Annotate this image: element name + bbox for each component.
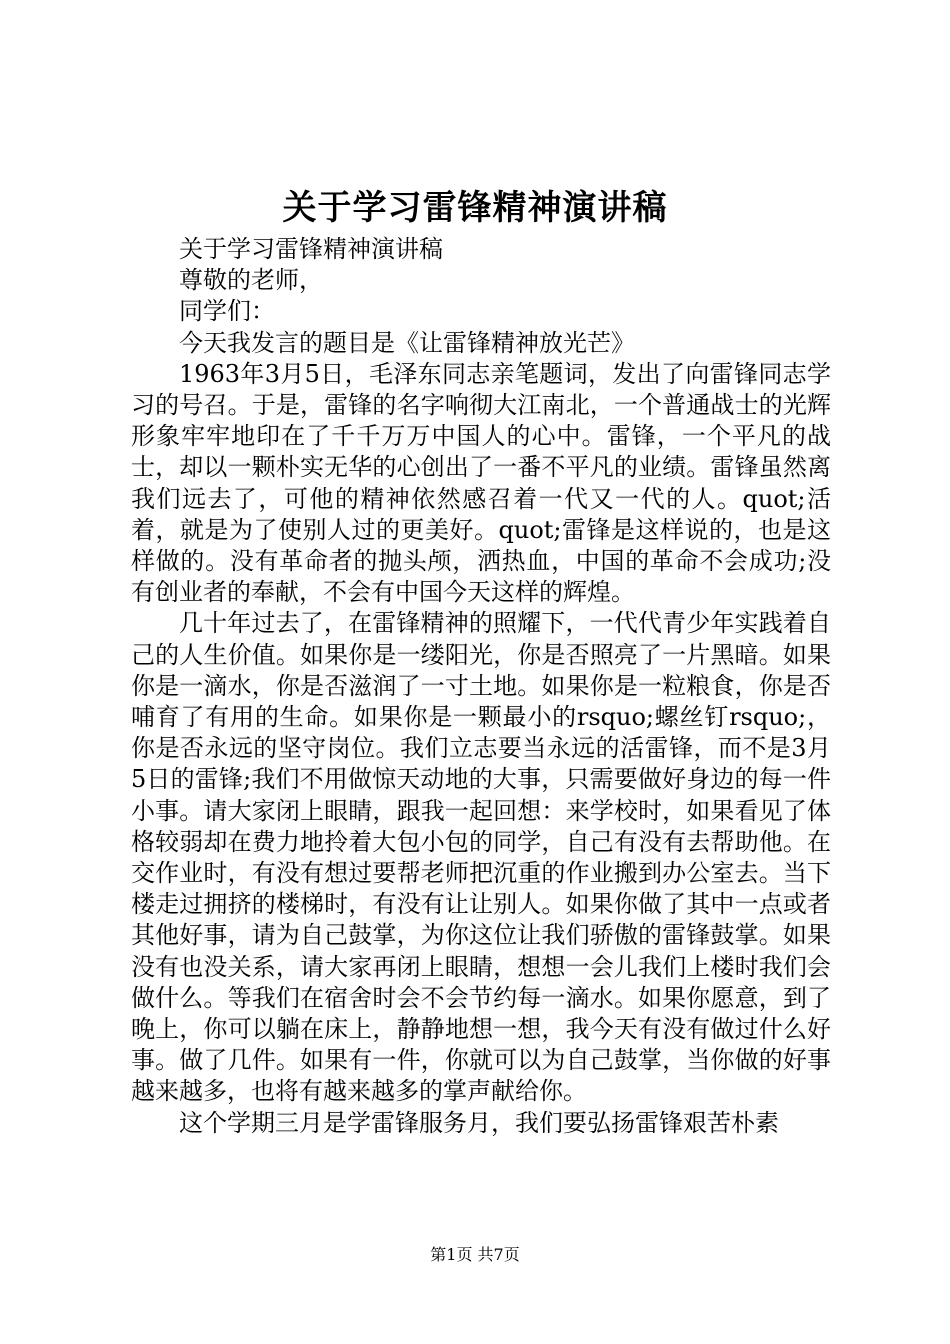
paragraph-history: 1963年3月5日，毛泽东同志亲笔题词，发出了向雷锋同志学习的号召。于是，雷锋的名字响彻大江南北，一个普通战士的光辉形象牢牢地印在了千千万万中国人的心中。雷锋，一个平凡的战士，却以一颗朴实无华的心创出了一番不平凡的业绩。雷锋虽然离我们远去了，可他的精神依然感召着一代又一代的人。quot;活着，就是为了使别人过的更美好。quot;雷锋是这样说的，也是这样做的。没有革命者的抛头颅，洒热血，中国的革命不会成功;没有创业者的奉献，不会有中国今天这样的辉煌。 xyxy=(131,359,831,607)
paragraph-reflection: 几十年过去了，在雷锋精神的照耀下，一代代青少年实践着自己的人生价值。如果你是一缕阳光，你是否照亮了一片黑暗。如果你是一滴水，你是否滋润了一寸土地。如果你是一粒粮食，你是否哺育了有用的生命。如果你是一颗最小的rsquo;螺丝钉rsquo;，你是否永远的坚守岗位。我们立志要当永远的活雷锋，而不是3月5日的雷锋;我们不用做惊天动地的大事，只需要做好身边的每一件小事。请大家闭上眼睛，跟我一起回想：来学校时，如果看见了体格较弱却在费力地拎着大包小包的同学，自己有没有去帮助他。在交作业时，有没有想过要帮老师把沉重的作业搬到办公室去。当下楼走过拥挤的楼梯时，有没有让让别人。如果你做了其中一点或者其他好事，请为自己鼓掌，为你这位让我们骄傲的雷锋鼓掌。如果没有也没关系，请大家再闭上眼睛，想想一会儿我们上楼时我们会做什么。等我们在宿舍时会不会节约每一滴水。如果你愿意，到了晚上，你可以躺在床上，静静地想一想，我今天有没有做过什么好事。做了几件。如果有一件，你就可以为自己鼓掌，当你做的好事越来越多，也将有越来越多的掌声献给你。 xyxy=(131,609,831,1106)
paragraph-service-month: 这个学期三月是学雷锋服务月，我们要弘扬雷锋艰苦朴素 xyxy=(179,1108,779,1137)
paragraph-heading-repeat: 关于学习雷锋精神演讲稿 xyxy=(179,235,443,263)
document-title: 关于学习雷锋精神演讲稿 xyxy=(282,188,668,228)
page-number-footer: 第1页 共7页 xyxy=(430,1245,520,1264)
paragraph-salutation: 尊敬的老师， xyxy=(179,266,323,295)
paragraph-topic: 今天我发言的题目是《让雷锋精神放光芒》 xyxy=(179,328,635,357)
paragraph-greeting: 同学们： xyxy=(179,297,275,326)
document-body xyxy=(131,234,831,1139)
